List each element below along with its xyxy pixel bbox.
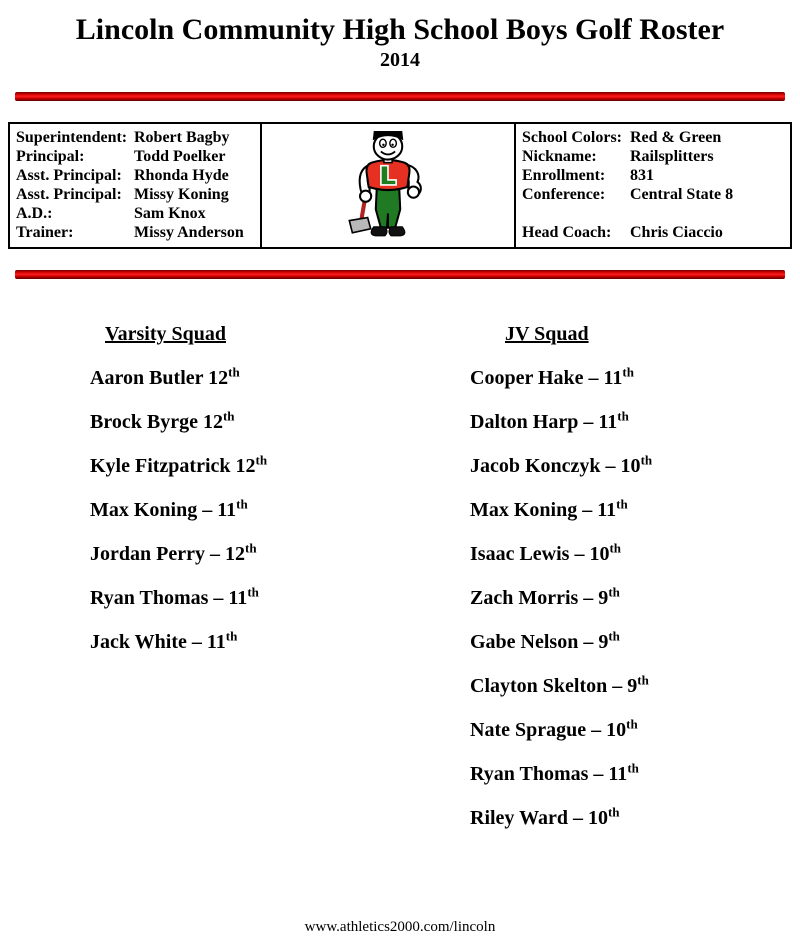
school-info-row (522, 128, 784, 147)
roster-section (0, 322, 800, 830)
page-title: Lincoln Community High School Boys Golf Roster (75, 13, 725, 46)
grade-suffix: th (228, 364, 240, 380)
head-coach-row (522, 223, 784, 242)
head-coach-value: Chris Ciaccio (630, 224, 723, 241)
staff-info-value: Todd Poelker (134, 148, 226, 165)
staff-info-cell (10, 124, 262, 247)
red-divider-top (15, 92, 785, 101)
player-name: Cooper Hake – 11 (470, 367, 623, 389)
grade-suffix: th (626, 716, 638, 732)
staff-info-row (16, 204, 254, 223)
player-name: Jacob Konczyk – 10 (470, 455, 641, 477)
page-year: 2014 (380, 49, 420, 71)
school-info-row (522, 147, 784, 166)
grade-suffix: th (608, 584, 620, 600)
player-row (90, 542, 400, 566)
player-name: Riley Ward – 10 (470, 807, 608, 829)
player-row (470, 674, 800, 698)
staff-info-label: Superintendent: (16, 129, 128, 146)
staff-info-value: Missy Koning (134, 186, 229, 203)
grade-suffix: th (627, 760, 639, 776)
grade-suffix: th (236, 496, 248, 512)
player-row (90, 586, 400, 610)
player-row (470, 586, 800, 610)
player-name: Ryan Thomas – 11 (90, 587, 248, 609)
varsity-column (0, 322, 400, 830)
player-row (470, 542, 800, 566)
school-info-rows (522, 128, 784, 204)
player-row (470, 410, 800, 434)
head-coach-label: Head Coach: (522, 224, 612, 241)
player-row (90, 498, 400, 522)
grade-suffix: th (247, 584, 259, 600)
player-name: Isaac Lewis – 10 (470, 543, 610, 565)
school-info-cell (516, 124, 790, 247)
grade-suffix: th (222, 408, 235, 424)
player-name: Clayton Skelton – 9 (470, 675, 638, 697)
staff-info-row (16, 223, 254, 242)
staff-info-label: Trainer: (16, 224, 74, 241)
grade-suffix: th (616, 496, 628, 512)
staff-info-label: A.D.: (16, 205, 53, 222)
player-row (470, 366, 800, 390)
player-name: Gabe Nelson – 9 (470, 631, 609, 653)
mascot-cell (262, 124, 516, 247)
player-name: Aaron Butler 12 (90, 367, 229, 389)
school-info-label: Conference: (522, 186, 606, 203)
varsity-squad-heading: Varsity Squad (105, 323, 226, 345)
grade-suffix: th (244, 540, 257, 556)
school-info-row (522, 185, 784, 204)
grade-suffix: th (617, 408, 629, 424)
grade-suffix: th (608, 628, 620, 644)
school-info-label: Enrollment: (522, 167, 606, 184)
staff-info-row (16, 166, 254, 185)
staff-info-row (16, 185, 254, 204)
player-row (90, 366, 400, 390)
player-name: Ryan Thomas – 11 (470, 763, 628, 785)
grade-suffix: th (607, 804, 620, 820)
player-row (90, 410, 400, 434)
player-row (470, 806, 800, 830)
school-info-label: School Colors: (522, 129, 622, 146)
player-name: Max Koning – 11 (470, 499, 617, 521)
player-row (470, 762, 800, 786)
staff-info-label: Asst. Principal: (16, 186, 122, 203)
player-name: Nate Sprague – 10 (470, 719, 627, 741)
player-row (470, 498, 800, 522)
staff-info-label: Asst. Principal: (16, 167, 122, 184)
school-info-row (522, 166, 784, 185)
player-row (90, 454, 400, 478)
player-row (470, 630, 800, 654)
school-info-value: Railsplitters (630, 148, 714, 165)
player-row (470, 454, 800, 478)
jv-squad-heading: JV Squad (505, 323, 589, 345)
school-info-table (8, 122, 792, 249)
staff-info-value: Robert Bagby (134, 129, 230, 146)
player-name: Jordan Perry – 12 (90, 543, 245, 565)
school-info-value: Red & Green (630, 129, 722, 146)
player-name: Max Koning – 11 (90, 499, 237, 521)
jv-column (400, 322, 800, 830)
staff-info-row (16, 128, 254, 147)
staff-info-value: Sam Knox (134, 205, 206, 222)
grade-suffix: th (609, 540, 622, 556)
footer-url: www.athletics2000.com/lincoln (304, 919, 496, 935)
grade-suffix: th (622, 364, 634, 380)
player-row (470, 718, 800, 742)
player-name: Zach Morris – 9 (470, 587, 609, 609)
player-row (90, 630, 400, 654)
school-info-value: Central State 8 (630, 186, 734, 203)
player-name: Jack White – 11 (90, 631, 226, 653)
red-divider-bottom (15, 270, 785, 279)
staff-info-label: Principal: (16, 148, 85, 165)
grade-suffix: th (225, 628, 238, 644)
varsity-player-list (90, 366, 400, 654)
railsplitter-mascot-icon (337, 128, 439, 243)
player-name: Brock Byrge 12 (90, 411, 223, 433)
staff-info-value: Rhonda Hyde (134, 167, 229, 184)
player-name: Dalton Harp – 11 (470, 411, 618, 433)
jv-player-list (470, 366, 800, 830)
school-info-label: Nickname: (522, 148, 597, 165)
grade-suffix: th (637, 672, 649, 688)
staff-info-row (16, 147, 254, 166)
player-name: Kyle Fitzpatrick 12 (90, 455, 256, 477)
staff-info-value: Missy Anderson (134, 224, 244, 241)
grade-suffix: th (640, 452, 653, 468)
school-info-value: 831 (630, 167, 654, 184)
grade-suffix: th (255, 452, 268, 468)
